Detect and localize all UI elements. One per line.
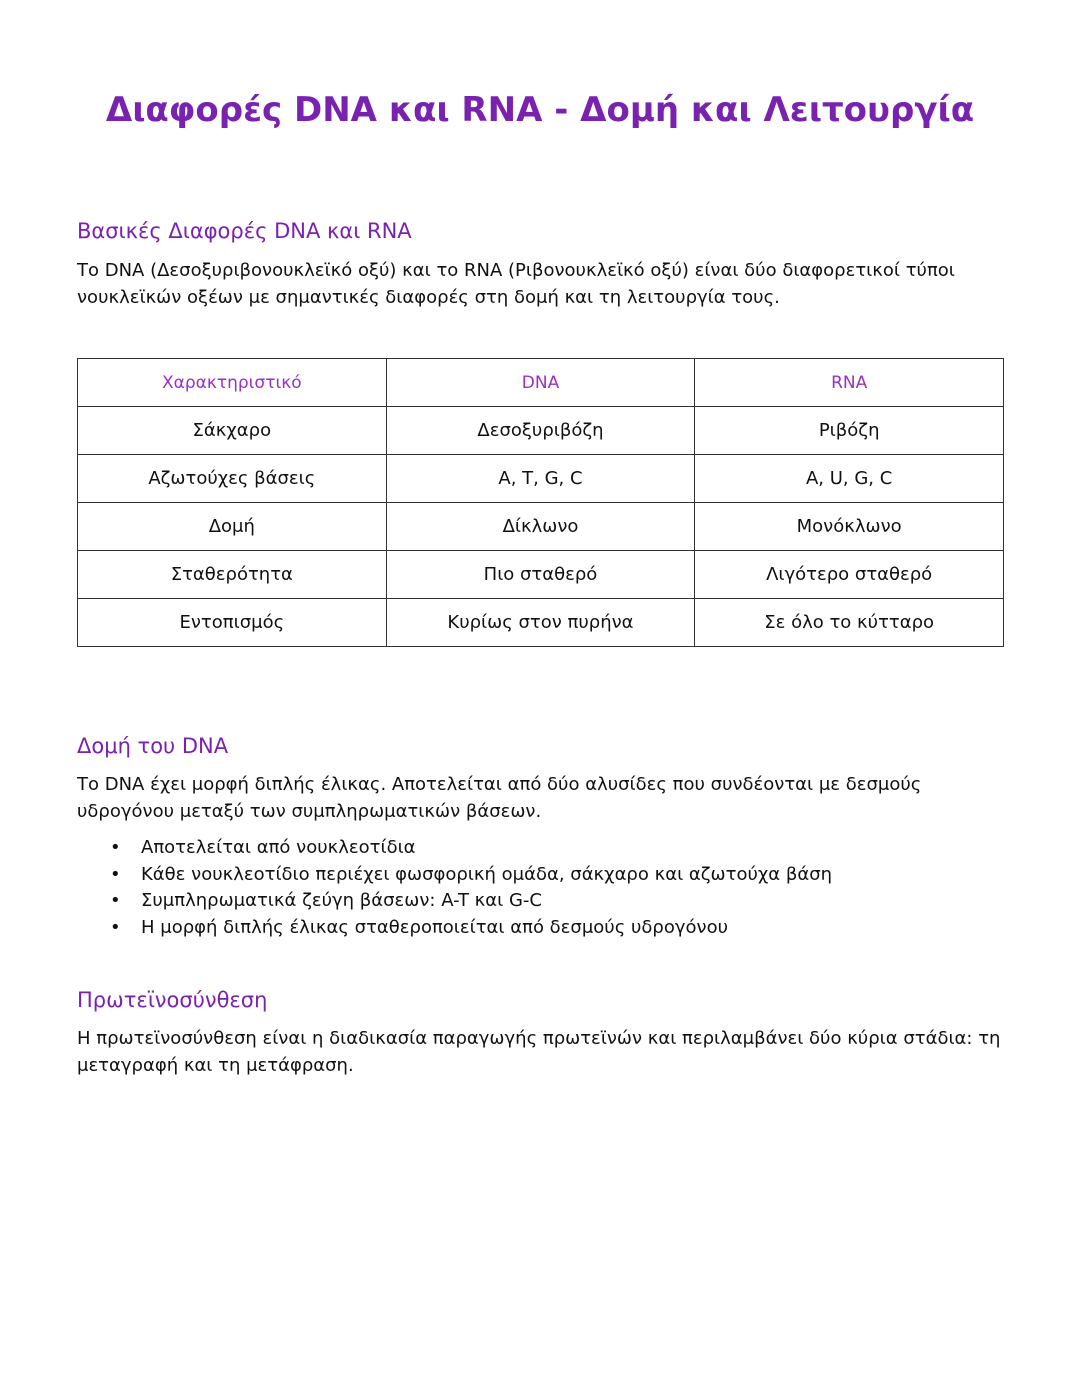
table-cell: A, T, G, C <box>386 455 695 503</box>
section-heading-basic-differences: Βασικές Διαφορές DNA και RNA <box>77 219 412 243</box>
table-cell: Δεσοξυριβόζη <box>386 407 695 455</box>
bullet-icon: • <box>110 890 121 911</box>
list-item <box>77 862 832 889</box>
table-cell: A, U, G, C <box>695 455 1004 503</box>
table-cell: Λιγότερο σταθερό <box>695 551 1004 599</box>
table-row <box>78 455 1004 503</box>
table-cell: Δίκλωνο <box>386 503 695 551</box>
table-header-row <box>78 359 1004 407</box>
table-cell: Κυρίως στον πυρήνα <box>386 599 695 647</box>
dna-structure-bullet-list <box>77 835 832 941</box>
table-cell: Αζωτούχες βάσεις <box>78 455 387 503</box>
table-cell: Μονόκλωνο <box>695 503 1004 551</box>
list-item-text: Κάθε νουκλεοτίδιο περιέχει φωσφορική ομάδα, σάκχαρο και αζωτούχα βάση <box>141 863 833 885</box>
list-item <box>77 835 832 862</box>
table-cell: Πιο σταθερό <box>386 551 695 599</box>
table-row <box>78 551 1004 599</box>
section-paragraph-protein-synthesis: Η πρωτεϊνοσύνθεση είναι η διαδικασία παραγωγής πρωτεϊνών και περιλαμβάνει δύο κύρια στάδια: τη μεταγραφή και τη μετάφραση. <box>77 1028 1001 1076</box>
bullet-icon: • <box>110 916 121 938</box>
list-item-text: Συμπληρωματικά ζεύγη βάσεων: A-T και G-C <box>141 890 542 911</box>
table-cell: Σε όλο το κύτταρο <box>695 599 1004 647</box>
table-row <box>78 599 1004 647</box>
table-row <box>78 407 1004 455</box>
list-item <box>77 888 832 915</box>
section-heading-dna-structure: Δομή του DNA <box>77 734 229 758</box>
table-cell: Δομή <box>78 503 387 551</box>
list-item-text: Αποτελείται από νουκλεοτίδια <box>141 837 416 858</box>
table-cell: Εντοπισμός <box>78 599 387 647</box>
table-cell: Σάκχαρο <box>78 407 387 455</box>
table-header-cell: Χαρακτηριστικό <box>78 359 387 407</box>
bullet-icon: • <box>110 837 121 858</box>
bullet-icon: • <box>110 863 121 885</box>
table-cell: Σταθερότητα <box>78 551 387 599</box>
table-cell: Ριβόζη <box>695 407 1004 455</box>
page-title: Διαφορές DNA και RNA - Δομή και Λειτουργία <box>105 90 975 130</box>
section-paragraph-basic-differences: Το DNA (Δεσοξυριβονουκλεϊκό οξύ) και το RNA (Ριβονουκλεϊκό οξύ) είναι δύο διαφορετικοί τύποι νουκλεϊκών οξέων με σημαντικές διαφορές στη δομή και τη λειτουργία τους. <box>77 260 955 308</box>
section-paragraph-dna-structure: Το DNA έχει μορφή διπλής έλικας. Αποτελείται από δύο αλυσίδες που συνδέονται με δεσμούς υδρογόνου μεταξύ των συμπληρωματικών βάσεων. <box>77 774 922 822</box>
table-header-cell: DNA <box>386 359 695 407</box>
list-item <box>77 915 832 942</box>
section-heading-protein-synthesis: Πρωτεϊνοσύνθεση <box>77 988 268 1012</box>
table-row <box>78 503 1004 551</box>
list-item-text: Η μορφή διπλής έλικας σταθεροποιείται από δεσμούς υδρογόνου <box>141 916 729 938</box>
table-header-cell: RNA <box>695 359 1004 407</box>
comparison-table <box>77 358 1004 647</box>
